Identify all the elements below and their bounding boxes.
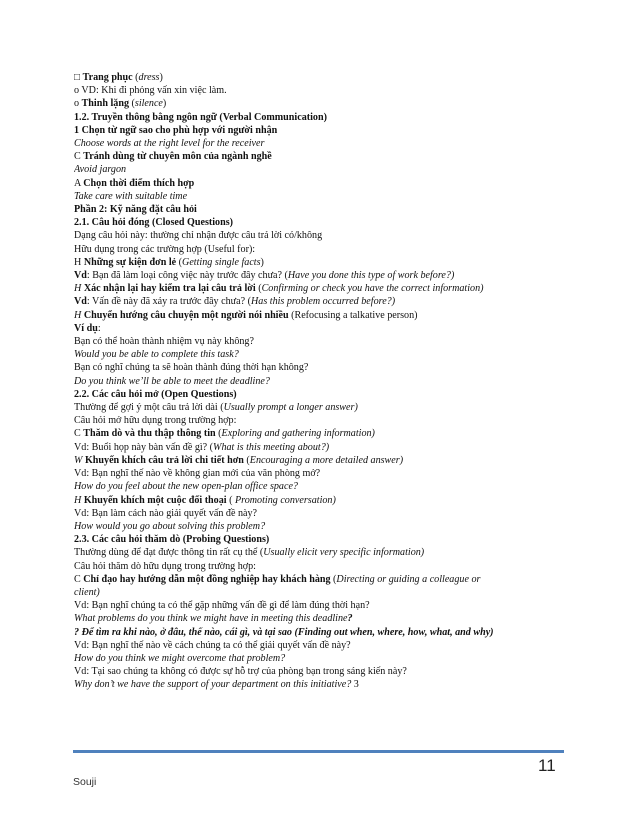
- text-line: [74, 533, 574, 546]
- text-run: (: [330, 573, 337, 585]
- text-line: [74, 243, 574, 256]
- text-run: 3: [351, 679, 359, 691]
- text-line: [74, 560, 574, 573]
- text-line: [74, 84, 574, 97]
- text-run: (: [255, 283, 262, 295]
- text-line: [74, 322, 574, 335]
- text-run: (: [215, 428, 222, 440]
- text-run: (: [129, 98, 135, 110]
- text-line: [74, 177, 574, 190]
- text-run: How do you feel about the new open-plan office space?: [74, 481, 298, 493]
- text-line: [74, 678, 574, 691]
- text-line: [74, 71, 574, 84]
- text-line: [74, 494, 574, 507]
- text-run: 1 Chọn từ ngữ sao cho phù hợp với người nhận: [74, 124, 278, 136]
- text-run: 2.1. Câu hỏi đóng (Closed Questions): [74, 217, 234, 229]
- text-run: o VD: Khi đi phỏng vấn xin việc làm.: [74, 85, 227, 97]
- text-run: Những sự kiện đơn lẻ: [83, 256, 177, 268]
- text-run: Encouraging a more detailed answer): [249, 454, 404, 466]
- text-run: Vd: Bạn làm cách nào giải quyết vấn đề này?: [74, 507, 258, 519]
- text-line: [74, 361, 574, 374]
- text-line: [74, 335, 574, 348]
- text-run: Bạn có thể hoàn thành nhiệm vụ này không?: [74, 336, 254, 348]
- text-line: [74, 229, 574, 242]
- text-line: [74, 480, 574, 493]
- text-run: C: [74, 428, 84, 440]
- text-run: Bạn có nghĩ chúng ta sẽ hoàn thành đúng thời hạn không?: [74, 362, 309, 374]
- text-run: o: [74, 98, 82, 110]
- text-run: 2.2. Các câu hỏi mở (Open Questions): [74, 388, 237, 400]
- text-line: [74, 467, 574, 480]
- text-line: [74, 269, 574, 282]
- text-run: Promoting conversation): [235, 494, 336, 506]
- text-line: [74, 111, 574, 124]
- text-run: : Vấn đề này đã xảy ra trước đây chưa? (: [86, 296, 251, 308]
- text-line: [74, 150, 574, 163]
- text-run: Avoid jargon: [74, 164, 127, 176]
- text-run: Chuyển hướng câu chuyện một người nói nhiều: [83, 309, 289, 321]
- text-run: How do you think we might overcome that problem?: [74, 652, 286, 664]
- text-line: [74, 295, 574, 308]
- text-line: [74, 137, 574, 150]
- text-run: Xác nhận lại hay kiểm tra lại câu trả lời: [83, 283, 256, 295]
- text-run: (: [243, 454, 250, 466]
- text-run: Usually prompt a longer answer): [223, 402, 358, 414]
- text-line: [74, 216, 574, 229]
- text-line: [74, 665, 574, 678]
- footer-rule: [73, 750, 564, 753]
- text-line: [74, 348, 574, 361]
- text-run: :: [97, 322, 101, 334]
- text-run: ): [260, 256, 264, 268]
- text-run: (: [132, 72, 139, 83]
- text-run: Chọn thời điểm thích hợp: [83, 177, 195, 189]
- text-run: 1.2. Truyền thông bằng ngôn ngữ (Verbal Communication): [74, 111, 327, 123]
- text-run: dress: [138, 72, 160, 83]
- text-line: [74, 427, 574, 440]
- text-run: Khuyến khích một cuộc đối thoại: [83, 494, 227, 506]
- text-run: Thường dùng để đạt được thông tin rất cụ thể (: [74, 547, 264, 559]
- text-run: (Refocusing a talkative person): [288, 309, 418, 321]
- text-line: [74, 256, 574, 269]
- text-line: [74, 375, 574, 388]
- text-run: Getting single facts: [182, 256, 261, 268]
- text-run: Vd: [74, 270, 87, 282]
- text-run: ): [162, 98, 167, 110]
- text-run: Do you think we’ll be able to meet the deadline?: [74, 375, 270, 387]
- text-run: What problems do you think we might have in meeting this deadline: [74, 613, 348, 625]
- text-run: □: [74, 72, 83, 83]
- text-run: Câu hỏi mở hữu dụng trong trường hợp:: [74, 415, 237, 427]
- text-run: Chỉ đạo hay hướng dẫn một đồng nghiệp hay khách hàng: [83, 573, 331, 585]
- text-run: Vd: Bạn nghĩ chúng ta có thể gặp những vấn đề gì để làm đúng thời hạn?: [74, 600, 370, 612]
- text-line: [74, 520, 574, 533]
- text-run: C: [74, 573, 84, 585]
- text-run: Confirming or check you have the correct information): [261, 283, 484, 295]
- text-run: Ví dụ: [74, 322, 98, 334]
- text-run: : Bạn đã làm loại công việc này trước đây chưa? (: [86, 270, 288, 282]
- text-line: [74, 163, 574, 176]
- text-run: Would you be able to complete this task?: [74, 349, 239, 361]
- text-line: [74, 626, 574, 639]
- text-line: [74, 454, 574, 467]
- text-run: H: [74, 283, 84, 295]
- text-run: H: [74, 256, 84, 268]
- text-run: Choose words at the right level for the receiver: [74, 138, 265, 150]
- text-line: [74, 203, 574, 216]
- text-run: ? Để tìm ra khi nào, ở đâu, thế nào, cái gì, và tại sao (: [74, 626, 298, 638]
- text-run: Vd: Buổi họp này bàn vấn đề gì? (: [74, 441, 214, 453]
- text-run: silence: [134, 98, 163, 110]
- text-run: Finding out when, where, how, what, and why): [297, 626, 494, 638]
- text-line: [74, 546, 574, 559]
- text-run: ?: [347, 613, 353, 625]
- text-run: Tránh dùng từ chuyên môn của ngành nghề: [83, 151, 272, 163]
- text-line: [74, 414, 574, 427]
- text-run: Vd: Tại sao chúng ta không có được sự hỗ trợ của phòng bạn trong sáng kiến này?: [74, 666, 407, 678]
- text-line: [74, 639, 574, 652]
- text-run: Take care with suitable time: [74, 190, 188, 202]
- text-line: [74, 190, 574, 203]
- page-number: 11: [538, 756, 556, 775]
- text-run: client): [74, 586, 100, 598]
- text-run: Câu hỏi thăm dò hữu dụng trong trường hợp:: [74, 560, 256, 572]
- text-line: [74, 309, 574, 322]
- text-line: [74, 586, 574, 599]
- text-run: Phần 2: Kỹ năng đặt câu hỏi: [74, 204, 197, 216]
- text-run: Khuyến khích câu trả lời chi tiết hơn: [84, 454, 244, 466]
- text-run: (: [176, 256, 183, 268]
- text-run: C: [74, 151, 84, 163]
- text-run: Usually elicit very specific information): [263, 547, 425, 559]
- text-run: H: [74, 494, 84, 506]
- text-run: Vd: Bạn nghĩ thế nào về cách chúng ta có thể giải quyết vấn đề này?: [74, 639, 351, 651]
- text-run: H: [74, 309, 84, 321]
- text-run: ): [159, 72, 163, 83]
- text-run: 2.3. Các câu hỏi thăm dò (Probing Questions): [74, 534, 270, 546]
- text-run: Thăm dò và thu thập thông tin: [83, 428, 216, 440]
- text-line: [74, 652, 574, 665]
- text-line: [74, 441, 574, 454]
- text-run: Vd: Bạn nghĩ thế nào về không gian mới của văn phòng mở?: [74, 468, 321, 480]
- text-run: A: [74, 177, 84, 189]
- text-line: [74, 282, 574, 295]
- text-line: [74, 573, 574, 586]
- text-line: [74, 507, 574, 520]
- text-line: [74, 97, 574, 110]
- text-run: (: [226, 494, 235, 506]
- text-run: Have you done this type of work before?): [287, 270, 455, 282]
- text-run: W: [74, 454, 85, 466]
- text-run: What is this meeting about?): [213, 441, 330, 453]
- document-body: [74, 71, 574, 692]
- text-run: Hữu dụng trong các trường hợp (Useful for):: [74, 243, 256, 255]
- text-run: Dạng câu hỏi này: thường chỉ nhận được câu trả lời có/không: [74, 230, 323, 242]
- text-line: [74, 401, 574, 414]
- text-line: [74, 388, 574, 401]
- text-line: [74, 124, 574, 137]
- footer-author: Souji: [73, 776, 97, 788]
- text-run: Thường để gợi ý một câu trả lời dài (: [74, 402, 224, 414]
- text-line: [74, 612, 574, 625]
- text-run: Why don’t we have the support of your department on this initiative?: [74, 679, 352, 691]
- text-run: Vd: [74, 296, 87, 308]
- text-run: Directing or guiding a colleague or: [336, 573, 481, 585]
- text-line: [74, 599, 574, 612]
- text-run: Thinh lặng: [81, 98, 129, 110]
- text-run: How would you go about solving this problem?: [74, 520, 266, 532]
- text-run: Exploring and gathering information): [221, 428, 375, 440]
- text-run: Has this problem occurred before?): [250, 296, 396, 308]
- text-run: Trang phục: [82, 72, 133, 83]
